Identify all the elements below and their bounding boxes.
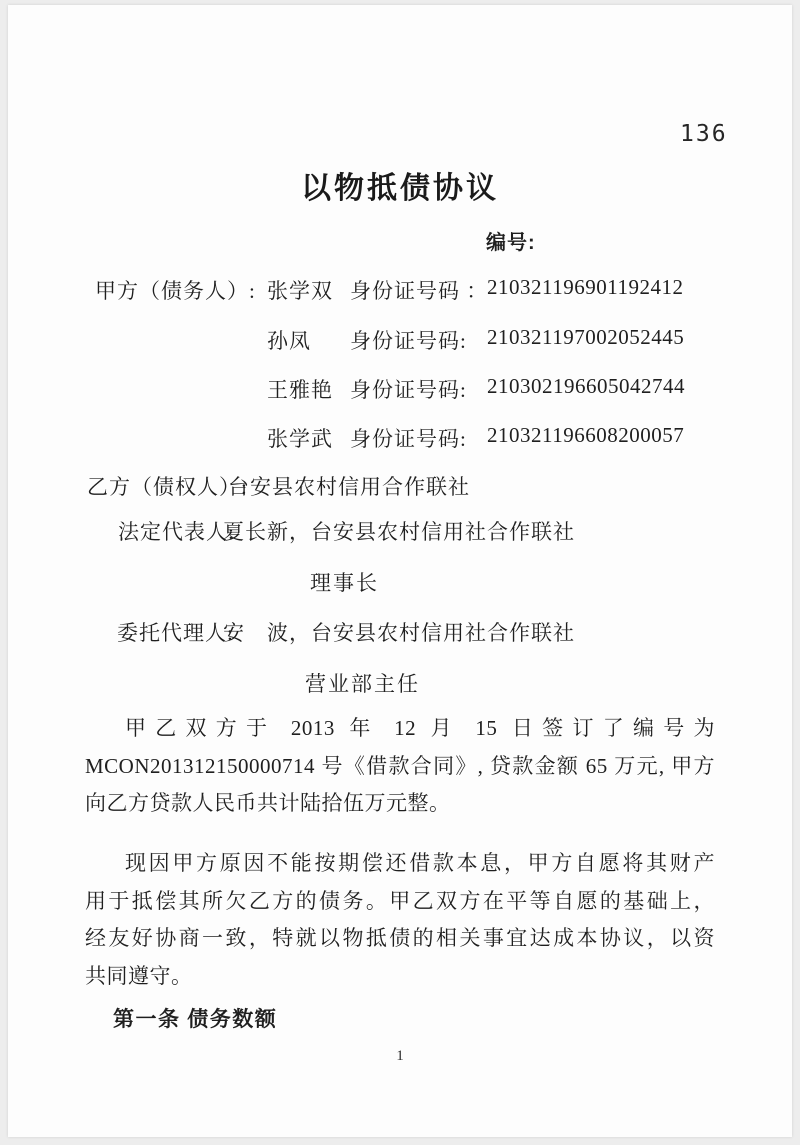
document-title: 以物抵债协议: [301, 172, 499, 205]
id-number-value: 210302196605042744: [487, 374, 685, 398]
party-a-row-1: [8, 275, 792, 301]
debtor-name: 张学武: [267, 427, 333, 451]
paragraph-line: 共同遵守。: [85, 963, 193, 988]
id-number-value: 210321197002052445: [487, 325, 685, 349]
agent-name: 安 波，台安县农村信用社合作联社: [223, 621, 575, 645]
agent-label: 委托代理人:: [117, 621, 234, 645]
section-heading-article-1: 第一条 债务数额: [113, 1007, 278, 1031]
agent-row: [8, 617, 792, 643]
id-number-label: 身份证号码:: [350, 329, 467, 353]
id-number-label: 身份证号码 ：: [350, 279, 489, 303]
debtor-name: 王雅艳: [267, 378, 333, 402]
paragraph-loan-contract: [85, 710, 715, 823]
legal-rep-name: 夏长新，台安县农村信用社合作联社: [223, 520, 575, 544]
archive-page-stamp: 136: [680, 121, 728, 147]
debtor-name: 孙凤: [267, 329, 311, 353]
paragraph-line: 用于抵偿其所欠乙方的债务。甲乙双方在平等自愿的基础上，: [85, 888, 715, 913]
agent-title: 营业部主任: [305, 672, 420, 696]
legal-rep-title: 理事长: [310, 571, 379, 595]
party-b-label: 乙方（债权人）:: [87, 475, 248, 499]
id-number-value: 210321196608200057: [487, 423, 685, 447]
paragraph-agreement-basis: [85, 845, 715, 995]
debtor-name: 张学双: [267, 279, 333, 303]
party-b-name: 台安县农村信用合作联社: [228, 475, 470, 499]
party-b-row: [8, 471, 792, 497]
party-a-label: 甲方（债务人）:: [95, 279, 256, 303]
party-a-row-2: [8, 325, 792, 351]
paragraph-line: 经友好协商一致，特就以物抵债的相关事宜达成本协议，以资: [85, 926, 715, 950]
legal-rep-label: 法定代表人:: [118, 520, 235, 544]
paragraph-line: 向乙方贷款人民币共计陆拾伍万元整。: [85, 791, 451, 815]
paragraph-line: 甲乙双方于 2013 年 12 月 15 日签订了编号为: [125, 716, 715, 740]
paragraph-line: MCON201312150000714 号《借款合同》, 贷款金额 65 万元, 甲方: [85, 753, 715, 778]
legal-rep-row: [8, 516, 792, 542]
id-number-value: 210321196901192412: [487, 275, 684, 299]
paragraph-line: 现因甲方原因不能按期偿还借款本息，甲方自愿将其财产: [125, 851, 715, 875]
footer-page-number: 1: [396, 1048, 404, 1064]
party-a-row-3: [8, 374, 792, 400]
document-page: [8, 5, 792, 1137]
ref-number-label: 编号:: [486, 232, 536, 254]
id-number-label: 身份证号码:: [350, 427, 467, 451]
id-number-label: 身份证号码:: [350, 378, 467, 402]
party-a-row-4: [8, 423, 792, 449]
